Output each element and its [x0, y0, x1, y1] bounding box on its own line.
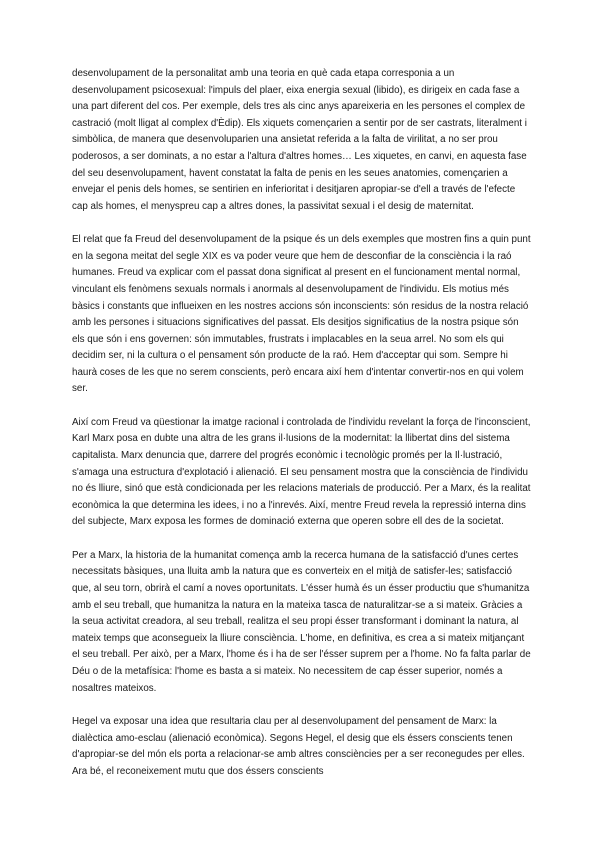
paragraph-marx-intro: Així com Freud va qüestionar la imatge racional i controlada de l'individu revelant la força de l'inconscient, Karl Marx posa en dubte una altra de les grans il·lusions de la modernitat: la llibertat dins del sistema capitalista. Marx denuncia que, darrere del progrés econòmic i tecnològic promés per la Il·lustració, s'amaga una estructura d'explotació i alienació. El seu pensament mostra que la consciència de l'individu no és lliure, sinó que està condicionada per les relacions materials de producció. Per a Marx, és la realitat econòmica la que determina les idees, i no a l'inrevés. Així, mentre Freud revela la repressió interna dins del subjecte, Marx exposa les formes de dominació externa que operen sobre ell des de la societat.	[72, 416, 531, 528]
paragraph-marx-history: Per a Marx, la historia de la humanitat comença amb la recerca humana de la satisfacció d'unes certes necessitats bàsiques, una lluita amb la natura que es converteix en el mitjà de satisfer-les; satisfacció que, al seu torn, obrirà el camí a noves oportunitats. L'ésser humà és un ésser productiu que s'humanitza amb el seu treball, que humanitza la natura en la mateixa tasca de naturalitzar-se a si mateix. Gràcies a la seua activitat creadora, al seu treball, realitza el seu propi ésser transformant i dominant la natura, al mateix temps que aconsegueix la lliure consciència. L'home, en definitiva, es crea a si mateix mitjançant el seu treball. Per això, per a Marx, l'home és i ha de ser l'ésser suprem per a l'home. No fa falta parlar de Déu o de la metafísica: l'home es basta a si mateix. No necessitem de cap ésser superior, només a nosaltres mateixos.	[72, 549, 531, 694]
paragraph-hegel-dialectic: Hegel va exposar una idea que resultaria clau per al desenvolupament del pensament de Marx: la dialèctica amo-esclau (alienació econòmica). Segons Hegel, el desig que els éssers conscients tenen d'apropiar-se del món els porta a relacionar-se amb altres consciències per a ser reconegudes per elles. Ara bé, el reconeixement mutu que dos éssers conscients	[72, 715, 525, 777]
paragraph-freud-psyche: El relat que fa Freud del desenvolupament de la psique és un dels exemples que mostren fins a quin punt en la segona meitat del segle XIX es va poder veure que hem de desconfiar de la consciència i la raó humanes. Freud va explicar com el passat dona significat al present en el funcionament mental normal, vinculant els fenòmens sexuals normals i anormals al desenvolupament de l'individu. Els motius més bàsics i constants que influeixen en les nostres accions són inconscients: són residus de la nostra relació amb les persones i situacions significatives del passat. Els desitjos significatius de la nostra psique són els que són i ens governen: són immutables, frustrats i implacables en la seua arrel. No som els qui decidim ser, ni la cultura o el pensament són producte de la raó. Hem d'acceptar qui som. Sempre hi haurà coses de les que no serem conscients, però encara així hem d'intentar convertir-nos en qui volem ser.	[72, 234, 531, 395]
paragraph-freud-psychosexual: desenvolupament de la personalitat amb una teoria en què cada etapa corresponia a un desenvolupament psicosexual: l'impuls del plaer, eixa energia sexual (libido), es dirigeix en cada fase a una part diferent del cos. Per exemple, dels tres als cinc anys apareixeria en les persones el complex de castració (molt lligat al complex d'Èdip). Els xiquets començarien a sentir por de ser castrats, literalment i simbòlica, de manera que desenvoluparien una ansietat referida a la falta de virilitat, a no ser prou poderosos, a ser dominats, a no estar a l'altura d'altres homes… Les xiquetes, en canvi, en aquesta fase del seu desenvolupament, havent constatat la falta de penis en les seues anatomies, començarien a envejar el penis dels homes, se sentirien en inferioritat i desitjaren apropiar-se d'ell a través de l'efecte cap als homes, el menyspreu cap a altres dones, la passivitat sexual i el desig de maternitat.	[72, 68, 527, 212]
document-page	[72, 66, 532, 780]
